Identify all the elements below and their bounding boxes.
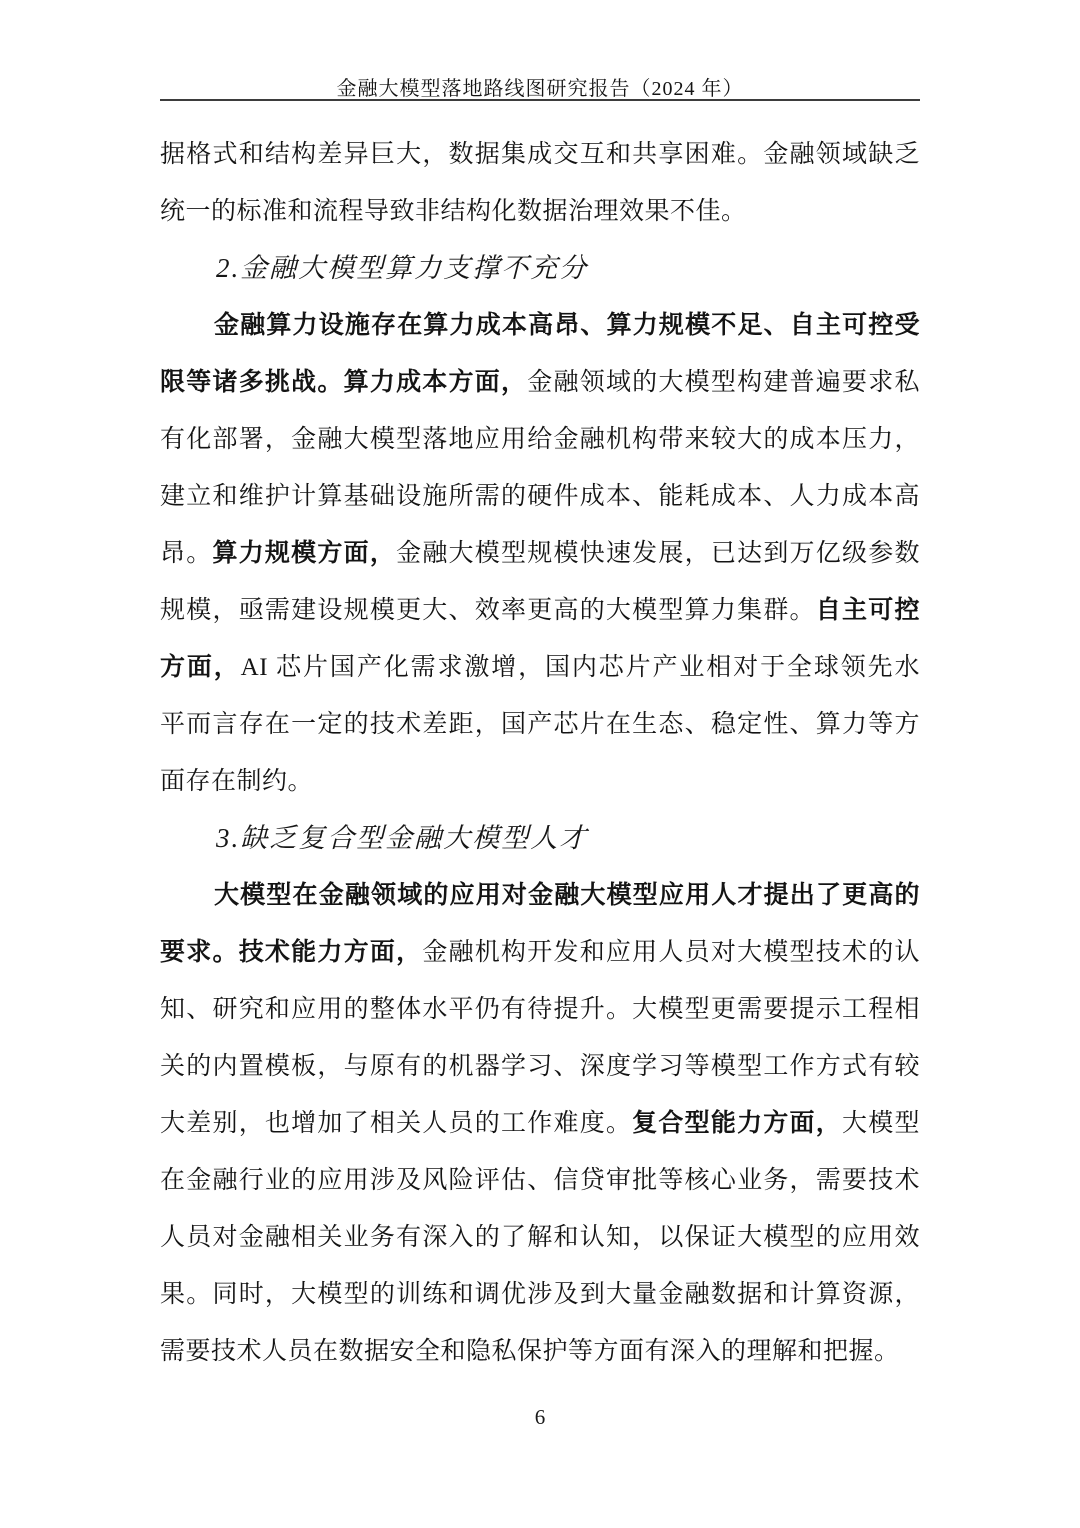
text-line [160,1209,920,1266]
emphasis-text: 大模型在金融领域的应用对金融大模型应用人才提出了更高的 [214,881,920,909]
emphasis-text: 算力规模方面， [212,539,397,567]
body-text: 大差别，也增加了相关人员的工作难度。 [160,1110,633,1137]
text-line [160,981,920,1038]
section-heading: 2.金融大模型算力支撑不充分 [216,253,589,283]
body-text: 需要技术人员在数据安全和隐私保护等方面有深入的理解和把握。 [160,1338,900,1365]
text-line [160,1095,920,1152]
text-line [160,1152,920,1209]
body-text: 昂。 [160,540,213,567]
text-line [160,126,920,183]
text-line [160,1266,920,1323]
page-number: 6 [534,1405,546,1429]
body-text: 有化部署，金融大模型落地应用给金融机构带来较大的成本压力， [160,426,920,453]
text-line [160,582,920,639]
body-text: 关的内置模板，与原有的机器学习、深度学习等模型工作方式有较 [160,1053,920,1080]
header-rule [160,99,920,101]
body-text: 规模，亟需建设规模更大、效率更高的大模型算力集群。 [160,597,816,624]
body-text: 金融机构开发和应用人员对大模型技术的认 [422,939,920,966]
report-title: 金融大模型落地路线图研究报告（2024 年） [336,78,744,100]
body-text: 面存在制约。 [160,768,314,795]
page-header [160,72,920,101]
text-line [160,1038,920,1095]
document-body [160,126,920,1380]
body-text: 金融领域的大模型构建普遍要求私 [527,369,920,396]
body-text: AI 芯片国产化需求激增，国内芯片产业相对于全球领先水 [240,654,920,681]
body-text: 人员对金融相关业务有深入的了解和认知，以保证大模型的应用效 [160,1224,920,1251]
text-line [160,924,920,981]
emphasis-text: 方面， [160,653,241,681]
body-text: 据格式和结构差异巨大，数据集成交互和共享困难。金融领域缺乏 [160,141,920,168]
emphasis-text: 金融算力设施存在算力成本高昂、算力规模不足、自主可控受 [214,311,920,339]
emphasis-text: 复合型能力方面， [632,1109,843,1137]
body-text: 果。同时，大模型的训练和调优涉及到大量金融数据和计算资源， [160,1281,920,1308]
text-line [160,183,920,240]
body-text: 在金融行业的应用涉及风险评估、信贷审批等核心业务，需要技术 [160,1167,920,1194]
emphasis-text: 限等诸多挑战。算力成本方面， [160,368,528,396]
text-line [160,639,920,696]
text-line [160,354,920,411]
text-line [160,468,920,525]
text-line [160,525,920,582]
emphasis-text: 自主可控 [815,596,920,624]
body-text: 知、研究和应用的整体水平仍有待提升。大模型更需要提示工程相 [160,996,920,1023]
body-text: 统一的标准和流程导致非结构化数据治理效果不佳。 [160,198,747,225]
page-footer [0,1405,1080,1430]
text-line [160,867,920,924]
body-text: 平而言存在一定的技术差距，国产芯片在生态、稳定性、算力等方 [160,711,920,738]
text-line [160,297,920,354]
body-text: 金融大模型规模快速发展，已达到万亿级参数 [396,540,920,567]
text-line [160,1323,920,1380]
text-line [160,753,920,810]
body-text: 大模型 [842,1110,920,1137]
body-text: 建立和维护计算基础设施所需的硬件成本、能耗成本、人力成本高 [160,483,920,510]
section-heading: 3.缺乏复合型金融大模型人才 [216,823,589,853]
text-line [160,696,920,753]
text-line [160,411,920,468]
emphasis-text: 要求。技术能力方面， [160,938,423,966]
